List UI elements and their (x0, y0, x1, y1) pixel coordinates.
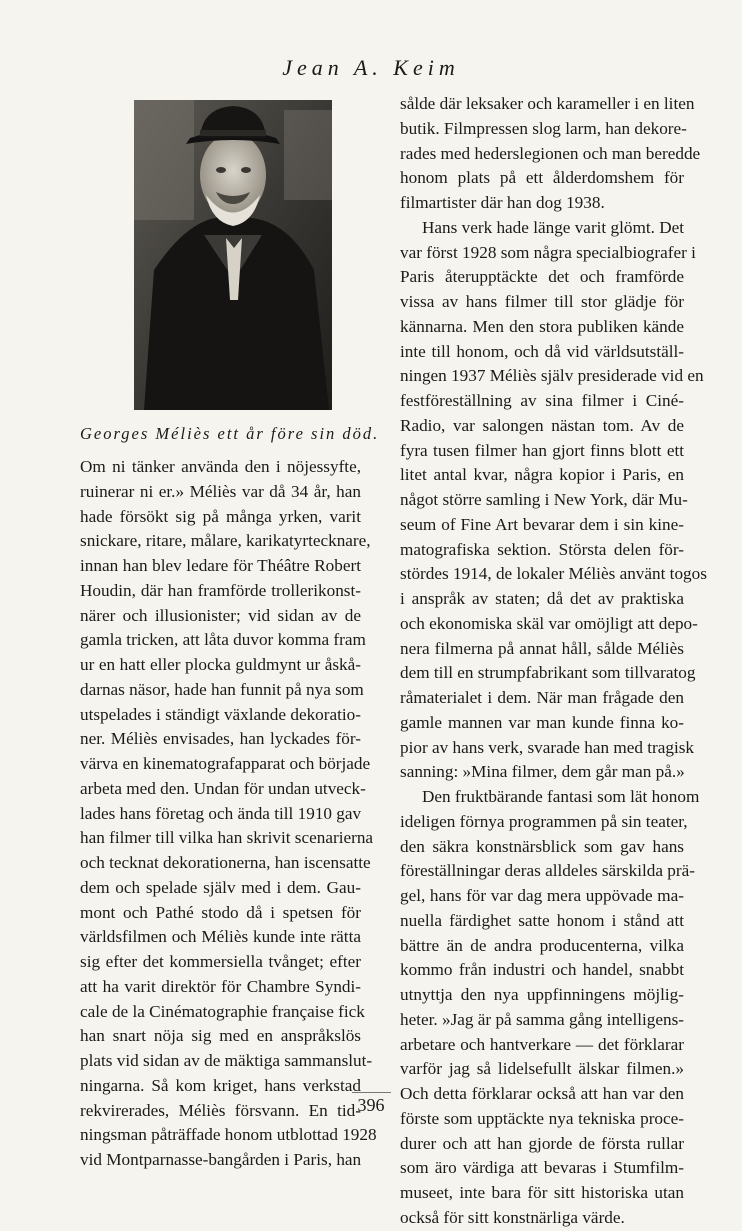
text-line: Om ni tänker använda den i nöjessyfte, (80, 457, 361, 476)
text-line: värva en kinematografapparat och började (80, 754, 371, 773)
text-line: råmaterialet i dem. När man frågade den (400, 688, 684, 707)
text-line: som äro värdiga att bevaras i Stumfilm- (400, 1158, 684, 1178)
photo-caption: Georges Méliès ett år före sin död. (80, 424, 380, 443)
text-line: sålde där leksaker och karameller i en liten (400, 94, 695, 113)
text-line: varför jag så lidelsefullt älskar filmen.» (400, 1059, 684, 1079)
text-line: bättre än de andra producenterna, vilka (400, 935, 684, 955)
text-line: ner. Méliès envisades, han lyckades för- (80, 729, 361, 749)
text-line: ruinerar ni er.» Méliès var då 34 år, han (80, 481, 361, 501)
right-text-column (400, 92, 707, 1231)
text-line: utnyttja den nya uppfinningens möjlig- (400, 985, 684, 1004)
text-line: litet antal kvar, några kopior i Paris, en (400, 465, 684, 485)
text-line: lades hans företag och ända till 1910 gav (80, 803, 362, 823)
text-line: arbetare och hantverkare — det förklarar (400, 1034, 684, 1054)
text-line: sig efter det kommersiella tvånget; efter (80, 952, 361, 971)
text-line: föreställningar deras alldeles särskilda prä- (400, 861, 695, 881)
text-line: vid Montparnasse-bangården i Paris, han (80, 1150, 362, 1169)
text-line: seum of Fine Art bevarar dem i sin kine- (400, 514, 684, 534)
text-line: ningsman påträffade honom utblottad 1928 (80, 1125, 377, 1145)
text-line: mont och Pathé stodo då i spetsen för (80, 902, 361, 922)
portrait-illustration (134, 100, 332, 410)
text-line: Houdin, där han framförde trollerikonst- (80, 580, 361, 600)
text-line: ningen 1937 Méliès själv presiderade vid en (400, 366, 704, 386)
text-line: butik. Filmpressen slog larm, han dekore- (400, 118, 687, 138)
page-number (0, 1095, 742, 1116)
text-line: fyra tusen filmer han gjort finns blott ett (400, 440, 684, 460)
text-line: snickare, ritare, målare, karikatyrtecknare, (80, 531, 371, 551)
text-line: närer och illusionister; vid sidan av de (80, 605, 361, 625)
text-line: plats vid sidan av de mäktiga sammanslut- (80, 1051, 373, 1070)
text-line: ningarna. Så kom kriget, hans verkstad (80, 1075, 361, 1095)
text-line: att ha varit direktör för Chambre Syndi- (80, 976, 361, 996)
text-line: Radio, var salongen nästan tom. Av de (400, 415, 684, 435)
text-line: den säkra konstnärsblick som gav hans (400, 836, 684, 856)
text-line: sanning: »Mina filmer, dem går man på.» (400, 762, 685, 782)
text-line: han filmer till vilka han skrivit scenarierna (80, 828, 374, 848)
text-line: han snart nöja sig med en anspråkslös (80, 1026, 361, 1046)
text-line: Och detta förklarar också att han var den (400, 1084, 684, 1103)
text-line: gel, hans för var dag mera uppövade ma- (400, 886, 684, 905)
text-line: arbeta med den. Undan för undan utveck- (80, 778, 366, 798)
text-line: cale de la Cinématographie française fick (80, 1001, 365, 1021)
text-line: matografiska sektion. Största delen för- (400, 539, 684, 559)
text-line: var först 1928 som några specialbiografer i (400, 242, 696, 262)
text-line: nuella färdighet satte honom i stånd att (400, 910, 684, 930)
text-line: något större samling i New York, där Mu- (400, 490, 688, 509)
text-line: dem till en strumpfabrikant som tillvaratog (400, 663, 696, 683)
running-head: Jean A. Keim (282, 55, 460, 80)
page-number-text: 396 (352, 1092, 391, 1115)
text-line: inte till honom, och då vid världsutställ- (400, 341, 684, 361)
text-line: utspelades i ständigt växlande dekoratio- (80, 704, 361, 724)
text-line: kännarna. Men den stora publiken kände (400, 316, 684, 336)
text-line: Den fruktbärande fantasi som lät honom (422, 787, 700, 806)
portrait-photo (134, 100, 332, 410)
text-line: museet, inte bara för sitt historiska utan (400, 1183, 684, 1202)
text-line: världsfilmen och Méliès kunde inte rätta (80, 927, 361, 947)
text-line: rades med hederslegionen och man beredde (400, 143, 701, 163)
text-line: innan han blev ledare för Théâtre Robert (80, 556, 361, 575)
text-line: heter. »Jag är på samma gång intelligens- (400, 1009, 684, 1029)
text-line: kommo från industri och handel, snabbt (400, 960, 684, 980)
text-line: ur en hatt eller plocka guldmynt ur åskå- (80, 655, 361, 674)
text-line: durer och att han gjorde de första rullar (400, 1133, 684, 1153)
text-line: pior av hans verk, svarade han med tragisk (400, 737, 695, 757)
text-line: darnas näsor, hade han funnit på nya som (80, 679, 364, 699)
text-line: förste som upptäckte nya tekniska proce- (400, 1108, 684, 1128)
text-line: och ekonomiska skäl var omöjligt att depo- (400, 613, 698, 633)
text-line: i anspråk av staten; då det av praktiska (400, 589, 684, 608)
text-line: honom plats på ett ålderdomshem för (400, 168, 684, 188)
text-line: också för sitt konstnärliga värde. (400, 1207, 625, 1227)
text-line: filmartister där han dog 1938. (400, 193, 605, 212)
text-line: Hans verk hade länge varit glömt. Det (422, 217, 685, 237)
text-line: gamla tricken, att låta duvor komma fram (80, 630, 366, 650)
text-line: rekvirerades, Méliès försvann. En tid- (80, 1100, 361, 1120)
text-line: och tecknat dekorationerna, han iscensatte (80, 853, 371, 872)
text-line: dem och spelade själv med i dem. Gau- (80, 877, 361, 897)
text-line: gamle mannen var man kunde finna ko- (400, 712, 684, 732)
text-line: Paris återupptäckte det och framförde (400, 267, 684, 287)
text-line: festföreställning av sina filmer i Ciné- (400, 391, 684, 410)
text-line: nera filmerna på annat håll, sålde Méliès (400, 638, 684, 658)
text-line: stördes 1914, de lokaler Méliès använt togos (400, 564, 707, 584)
text-line: vissa av hans filmer till stor glädje för (400, 292, 684, 311)
text-line: ideligen förnya programmen på sin teater, (400, 811, 688, 831)
text-line: hade försökt sig på många yrken, varit (80, 506, 361, 526)
